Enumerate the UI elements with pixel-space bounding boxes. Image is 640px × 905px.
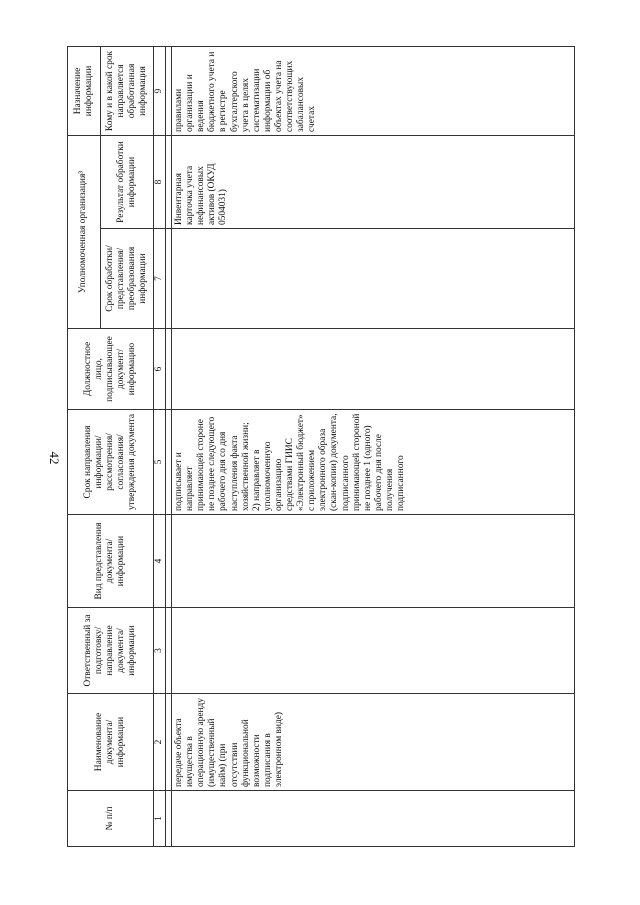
cell-responsible [172,608,575,694]
header-name: Наименование документа/ информации [68,694,154,791]
header-row-top [68,46,101,846]
rotated-table-frame [67,47,575,847]
column-index: 7 [154,229,166,329]
column-index: 4 [154,515,166,608]
header-responsible: Ответственный за подготовку/ направление документа/ информации [68,608,154,694]
page-number: 42 [47,451,62,465]
column-index: 3 [154,608,166,694]
table-row [172,46,575,846]
cell-form [172,515,575,608]
header-num: № п/п [68,791,154,847]
header-form: Вид представления документа/ информации [68,515,154,608]
header-purpose: Кому и в какой срок направляется обработанная информация [101,46,154,135]
column-index: 9 [154,46,166,135]
column-index-row [154,46,166,846]
column-index: 2 [154,694,166,791]
header-auth-result: Результат обработки информации [101,135,154,228]
header-auth-term: Срок обработки/ представления/ преобразования информации [101,229,154,329]
cell-term: подписывает и направляет принимающей стороне не позднее следующего рабочего дня со дня наступления факта хозяйственной жизни; 2) направляет в уполномоченную организацию средствами ГИИС «Электронный бюджет» с приложением электронного образа (скан-копии) документа, подписанного принимающей стороной не позднее 1 (одного) рабочего дня после получения подписанного [172,410,575,515]
header-purpose-group: Назначение информации [68,46,101,135]
cell-auth-term [172,229,575,329]
cell-purpose: правилами организации и ведения бюджетного учета и в регистре бухгалтерского учета в целях систематизации информации об объектах учета на соответствующих забалансовых счетах [172,46,575,135]
table-sheet [67,47,575,847]
cell-official [172,329,575,410]
column-index: 6 [154,329,166,410]
document-table [67,46,575,847]
cell-num [172,791,575,847]
column-index: 1 [154,791,166,847]
header-authorized-organization: Уполномоченная организация³ [68,135,101,328]
column-index: 5 [154,410,166,515]
cell-auth-result: Инвентарная карточка учета нефинансовых активов (ОКУД 0504031) [172,135,575,228]
cell-name: передаче объекта имущества в операционную аренду (имущественный найм) (при отсутствии функциональной возможности подписания в электронном виде) [172,694,575,791]
header-official: Должностное лицо, подписывающее документ/ информацию [68,329,154,410]
header-term: Срок направления информации/ рассмотрения/ согласования/ утверждения документа [68,410,154,515]
column-index: 8 [154,135,166,228]
